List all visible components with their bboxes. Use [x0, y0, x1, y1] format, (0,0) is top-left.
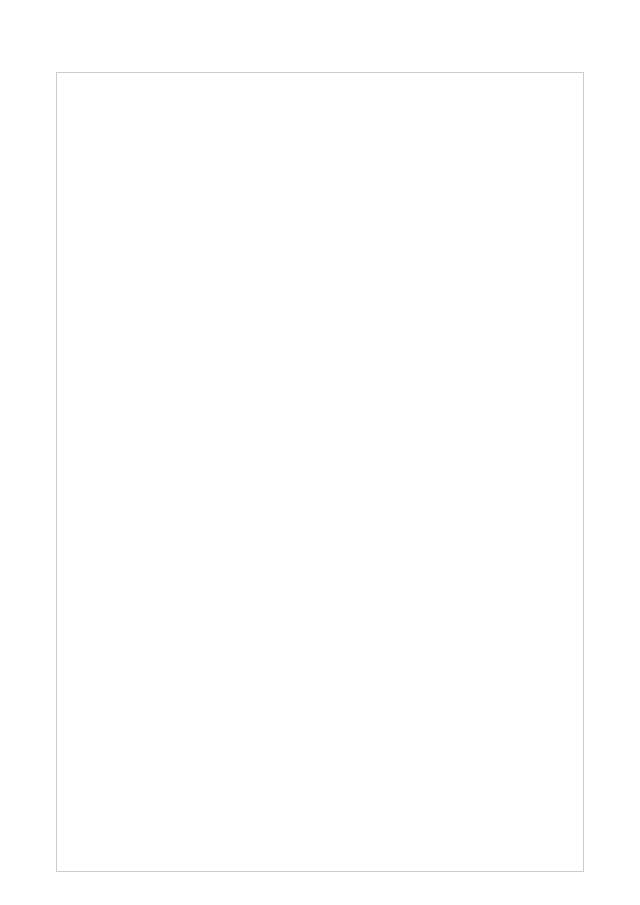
budget-table — [56, 72, 584, 872]
